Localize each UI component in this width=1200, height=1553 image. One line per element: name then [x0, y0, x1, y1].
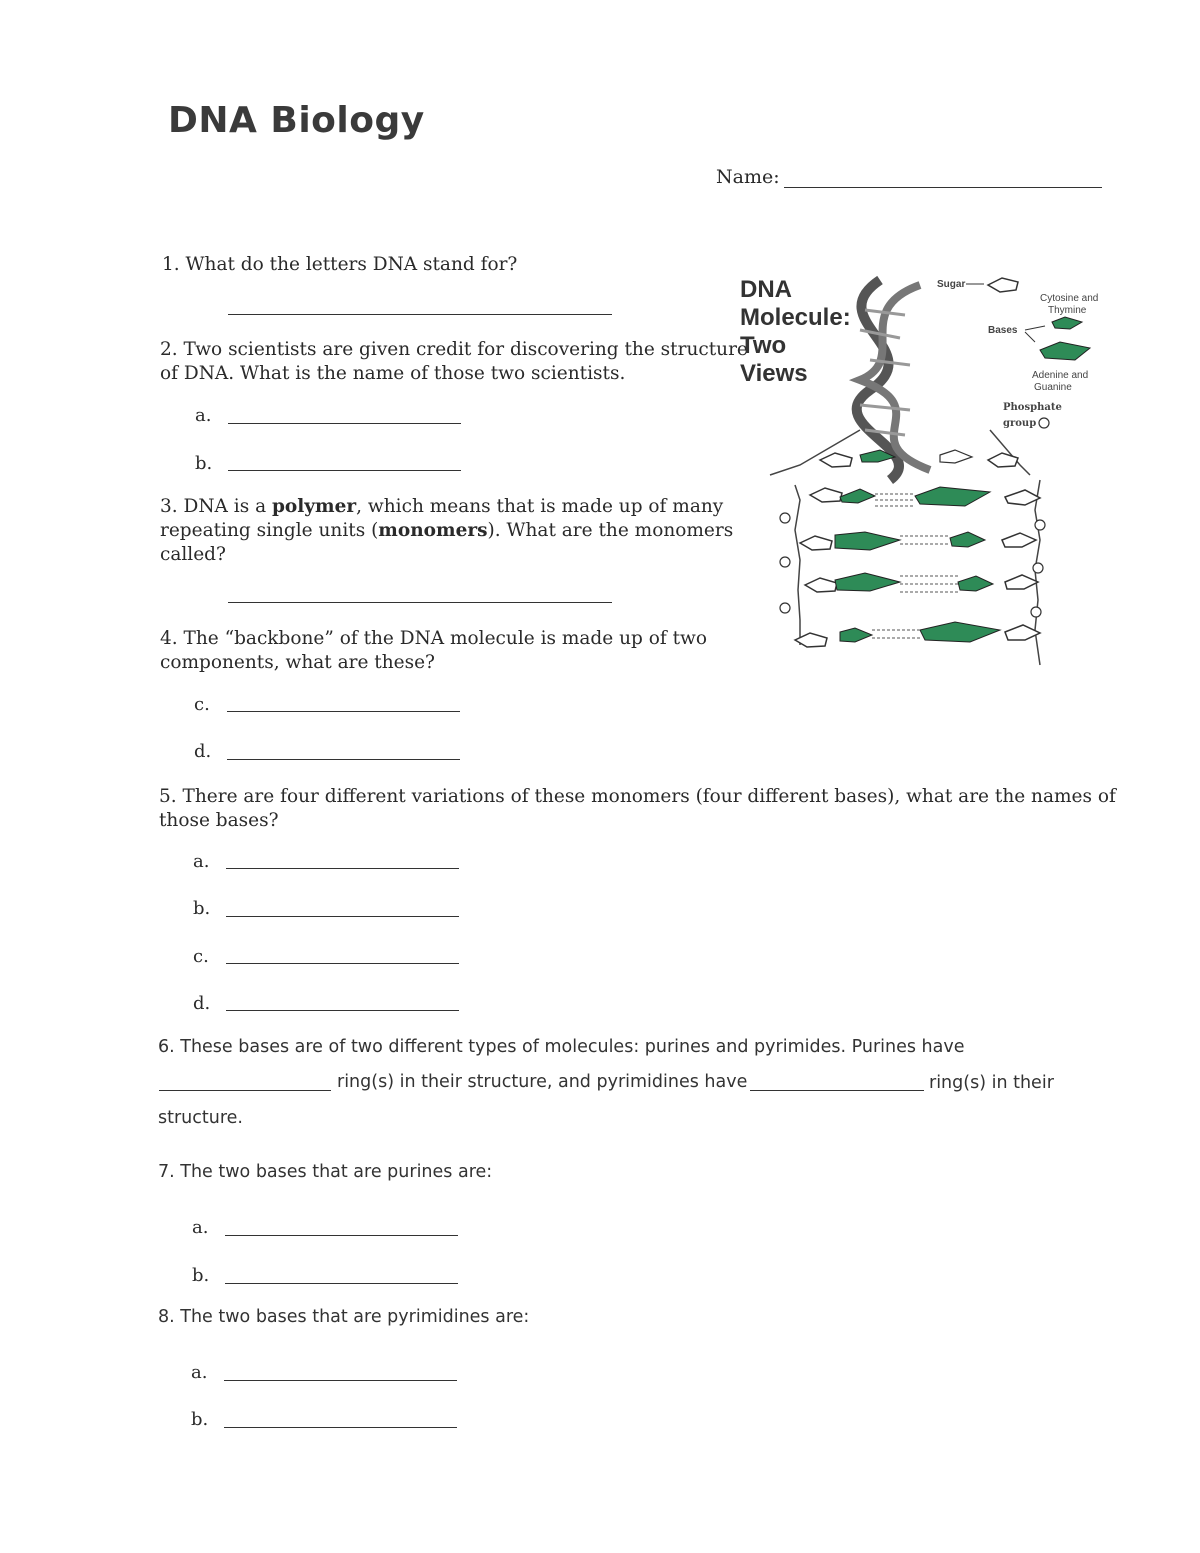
q4-answer-c-line[interactable]	[227, 711, 460, 712]
q2-option-b-label: b.	[195, 453, 213, 474]
legend-sugar-label: Sugar	[937, 279, 966, 290]
q3-text-c: repeating single units (	[160, 520, 379, 541]
question-5-line-2: those bases?	[159, 810, 279, 831]
q2-option-a-label: a.	[195, 405, 212, 426]
q3-term-polymer: polymer	[272, 496, 357, 517]
q5-answer-d-line[interactable]	[226, 1010, 459, 1011]
q5-answer-b-line[interactable]	[226, 916, 459, 917]
question-2	[160, 338, 748, 386]
question-6-line-2a: ring(s) in their structure, and pyrimidines have	[337, 1072, 748, 1092]
name-field[interactable]	[716, 166, 1102, 188]
q4-answer-d-line[interactable]	[227, 759, 460, 760]
legend-purine-icon	[1040, 342, 1090, 360]
q1-answer-line[interactable]	[228, 314, 612, 315]
question-6-line-3: structure.	[158, 1108, 243, 1128]
q6-pyrimidine-rings-blank[interactable]	[750, 1090, 924, 1091]
dna-ladder-illustration	[770, 430, 1045, 665]
question-5	[159, 785, 1116, 833]
dna-helix-illustration	[857, 280, 930, 480]
question-4-line-2: components, what are these?	[160, 652, 435, 673]
question-4-line-1: 4. The “backbone” of the DNA molecule is made up of two	[160, 628, 708, 649]
q4-option-d-label: d.	[194, 741, 212, 762]
diagram-title-line-3: Two	[740, 332, 787, 359]
question-3-line-2	[160, 519, 733, 543]
name-label: Name:	[716, 166, 780, 188]
name-blank[interactable]	[784, 167, 1102, 188]
legend-adenine-guanine-label-2: Guanine	[1034, 382, 1072, 393]
q6-purine-rings-blank[interactable]	[159, 1090, 331, 1091]
q2-answer-b-line[interactable]	[228, 470, 461, 471]
q5-option-a-label: a.	[193, 851, 210, 872]
q8-answer-a-line[interactable]	[224, 1380, 457, 1381]
q8-answer-b-line[interactable]	[224, 1427, 457, 1428]
question-2-line-2: of DNA. What is the name of those two scientists.	[160, 363, 626, 384]
page-title: DNA Biology	[168, 100, 425, 141]
question-4	[160, 627, 707, 675]
question-1: 1. What do the letters DNA stand for?	[162, 254, 518, 275]
legend-phosphate-icon	[1039, 418, 1049, 428]
question-3-line-3: called?	[160, 544, 226, 565]
dna-diagram	[740, 270, 1120, 680]
q3-text-a: 3. DNA is a	[160, 496, 272, 517]
legend-phosphate-label-2: group	[1003, 418, 1037, 429]
q3-term-monomers: monomers	[378, 520, 488, 541]
legend-adenine-guanine-label-1: Adenine and	[1032, 370, 1089, 381]
q3-answer-line[interactable]	[228, 602, 612, 603]
question-6-line-2b: ring(s) in their	[929, 1073, 1054, 1093]
question-2-line-1: 2. Two scientists are given credit for discovering the structure	[160, 339, 748, 360]
q4-option-c-label: c.	[194, 694, 210, 715]
q7-answer-a-line[interactable]	[225, 1235, 458, 1236]
legend-cytosine-thymine-label-2: Thymine	[1048, 305, 1087, 316]
q8-option-a-label: a.	[191, 1362, 208, 1383]
legend-sugar-icon	[988, 278, 1018, 292]
q2-answer-a-line[interactable]	[228, 423, 461, 424]
question-8: 8. The two bases that are pyrimidines are:	[158, 1307, 530, 1327]
legend-phosphate-label-1: Phosphate	[1003, 402, 1062, 413]
q3-text-d: ). What are the monomers	[487, 520, 734, 541]
q5-answer-c-line[interactable]	[226, 963, 459, 964]
q5-option-d-label: d.	[193, 993, 211, 1014]
legend-cytosine-thymine-label-1: Cytosine and	[1040, 293, 1099, 304]
diagram-title-line-4: Views	[740, 360, 808, 387]
q7-option-b-label: b.	[192, 1265, 210, 1286]
legend-pyrimidine-icon	[1052, 317, 1082, 329]
q5-answer-a-line[interactable]	[226, 868, 459, 869]
q3-text-b: , which means that is made up of many	[356, 496, 724, 517]
legend-bases-label: Bases	[988, 325, 1018, 336]
q5-option-b-label: b.	[193, 898, 211, 919]
question-3	[160, 495, 733, 567]
diagram-title-line-1: DNA	[740, 276, 792, 303]
q7-answer-b-line[interactable]	[225, 1283, 458, 1284]
question-7: 7. The two bases that are purines are:	[158, 1162, 493, 1182]
question-3-line-1	[160, 495, 733, 519]
q8-option-b-label: b.	[191, 1409, 209, 1430]
question-6-line-1: 6. These bases are of two different types of molecules: purines and pyrimides. Purines have	[158, 1037, 965, 1057]
diagram-title-line-2: Molecule:	[740, 304, 851, 331]
q7-option-a-label: a.	[192, 1217, 209, 1238]
question-5-line-1: 5. There are four different variations of these monomers (four different bases), what are the names of	[159, 786, 1116, 807]
q5-option-c-label: c.	[193, 946, 209, 967]
